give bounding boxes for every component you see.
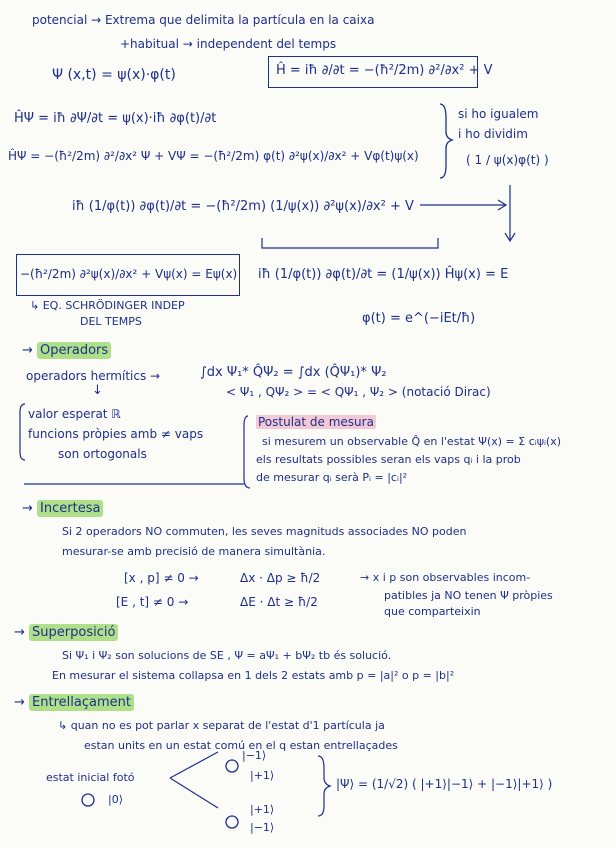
initial-state-label: estat inicial fotó	[46, 771, 135, 784]
intro-line-2: +habitual → independent del temps	[120, 37, 337, 51]
incertesa-text-2: mesurar-se amb precisió de manera simultània.	[62, 545, 326, 558]
intro-line-1: potencial → Extrema que delimita la partícula en la caixa	[32, 13, 375, 27]
postulat-2: els resultats possibles seran els vaps qᵢ i la prob	[256, 453, 521, 466]
arrow-down: ↓	[92, 383, 103, 398]
eq-1: ĤΨ = iħ ∂Ψ/∂t = ψ(x)·iħ ∂φ(t)/∂t	[14, 111, 217, 126]
bracket-eq: < Ψ₁ , QΨ₂ > = < QΨ₁ , Ψ₂ > (notació Dirac)	[226, 385, 491, 399]
operadors-heading: → Operadors	[22, 344, 111, 357]
entangled-result: |Ψ⟩ = (1/√2) ( |+1⟩|−1⟩ + |−1⟩|+1⟩ )	[336, 777, 553, 791]
hermitics-label: operadors hermítics →	[26, 369, 161, 383]
state-up-b: |+1⟩	[250, 769, 275, 782]
ket-zero: |0⟩	[108, 793, 123, 806]
schrodinger-eq: −(ħ²/2m) ∂²ψ(x)/∂x² + Vψ(x) = Eψ(x)	[20, 267, 238, 281]
postulat-title: Postulat de mesura	[258, 415, 374, 429]
label-schrodinger: ↳ EQ. SCHRÖDINGER INDEP	[30, 299, 185, 312]
incertesa-title: Incertesa	[37, 500, 103, 517]
side-note-3: ( 1 / ψ(x)φ(t) )	[466, 153, 549, 167]
hermitics-eq: ∫dx Ψ₁* Q̂Ψ₂ = ∫dx (Q̂Ψ₁)* Ψ₂	[200, 365, 387, 380]
psi-product-eq: Ψ (x,t) = ψ(x)·φ(t)	[52, 67, 176, 83]
superposicio-text-2: En mesurar el sistema collapsa en 1 dels 2 estats amb p = |a|² o p = |b|²	[52, 669, 455, 682]
entrellacament-text-2: estan units en un estat comú en el q estan entrellaçades	[84, 739, 398, 752]
superposicio-heading: → Superposició	[14, 626, 118, 639]
inequality-1: Δx · Δp ≥ ħ/2	[240, 571, 321, 585]
incertesa-text-1: Si 2 operadors NO commuten, les seves magnituds associades NO poden	[62, 525, 467, 538]
superposicio-text-1: Si Ψ₁ i Ψ₂ son solucions de SE , Ψ = aΨ₁ + bΨ₂ tb és solució.	[62, 649, 392, 662]
entrellacament-text-1: ↳ quan no es pot parlar x separat de l'estat d'1 partícula ja	[58, 719, 385, 732]
side-note-1: si ho igualem	[458, 107, 539, 121]
commutator-2: [E , t] ≠ 0 →	[116, 595, 189, 609]
eq-3: iħ (1/φ(t)) ∂φ(t)/∂t = −(ħ²/2m) (1/ψ(x)) ∂²ψ(x)/∂x² + V	[72, 199, 414, 214]
commutator-1: [x , p] ≠ 0 →	[124, 571, 199, 585]
postulat-heading	[256, 416, 376, 428]
state-up-a: |−1⟩	[242, 749, 267, 762]
side-note-2: i ho dividim	[458, 127, 528, 141]
label-schrodinger-2: DEL TEMPS	[80, 315, 142, 328]
incertesa-note-2: patibles ja NO tenen Ψ pròpies	[384, 589, 553, 602]
inequality-2: ΔE · Δt ≥ ħ/2	[240, 595, 318, 609]
incertesa-note-1: → x i p son observables incom-	[360, 571, 531, 584]
prop-2: funcions pròpies amb ≠ vaps	[28, 427, 204, 441]
entrellacament-title: Entrellaçament	[29, 694, 134, 711]
incertesa-note-3: que comparteixin	[384, 605, 481, 618]
superposicio-title: Superposició	[29, 624, 118, 641]
entrellacament-heading: → Entrellaçament	[14, 696, 134, 709]
incertesa-heading: → Incertesa	[22, 502, 103, 515]
hamiltonian-eq: Ĥ = iħ ∂/∂t = −(ħ²/2m) ∂²/∂x² + V	[276, 63, 493, 78]
operadors-title: Operadors	[37, 342, 111, 359]
state-down-b: |−1⟩	[250, 821, 275, 834]
eq-4: iħ (1/φ(t)) ∂φ(t)/∂t = (1/ψ(x)) Ĥψ(x) = E	[258, 267, 509, 282]
postulat-1: si mesurem un observable Q̂ en l'estat Ψ(x) = Σ cᵢψᵢ(x)	[262, 435, 562, 448]
prop-1: valor esperat ℝ	[28, 407, 121, 421]
phi-solution: φ(t) = e^(−iEt/ħ)	[362, 311, 476, 326]
eq-2: ĤΨ = −(ħ²/2m) ∂²/∂x² Ψ + VΨ = −(ħ²/2m) φ(t) ∂²ψ(x)/∂x² + Vφ(t)ψ(x)	[8, 149, 419, 163]
state-down-a: |+1⟩	[250, 803, 275, 816]
postulat-3: de mesurar qᵢ serà Pᵢ = |cᵢ|²	[256, 471, 408, 484]
prop-3: son ortogonals	[58, 447, 147, 461]
